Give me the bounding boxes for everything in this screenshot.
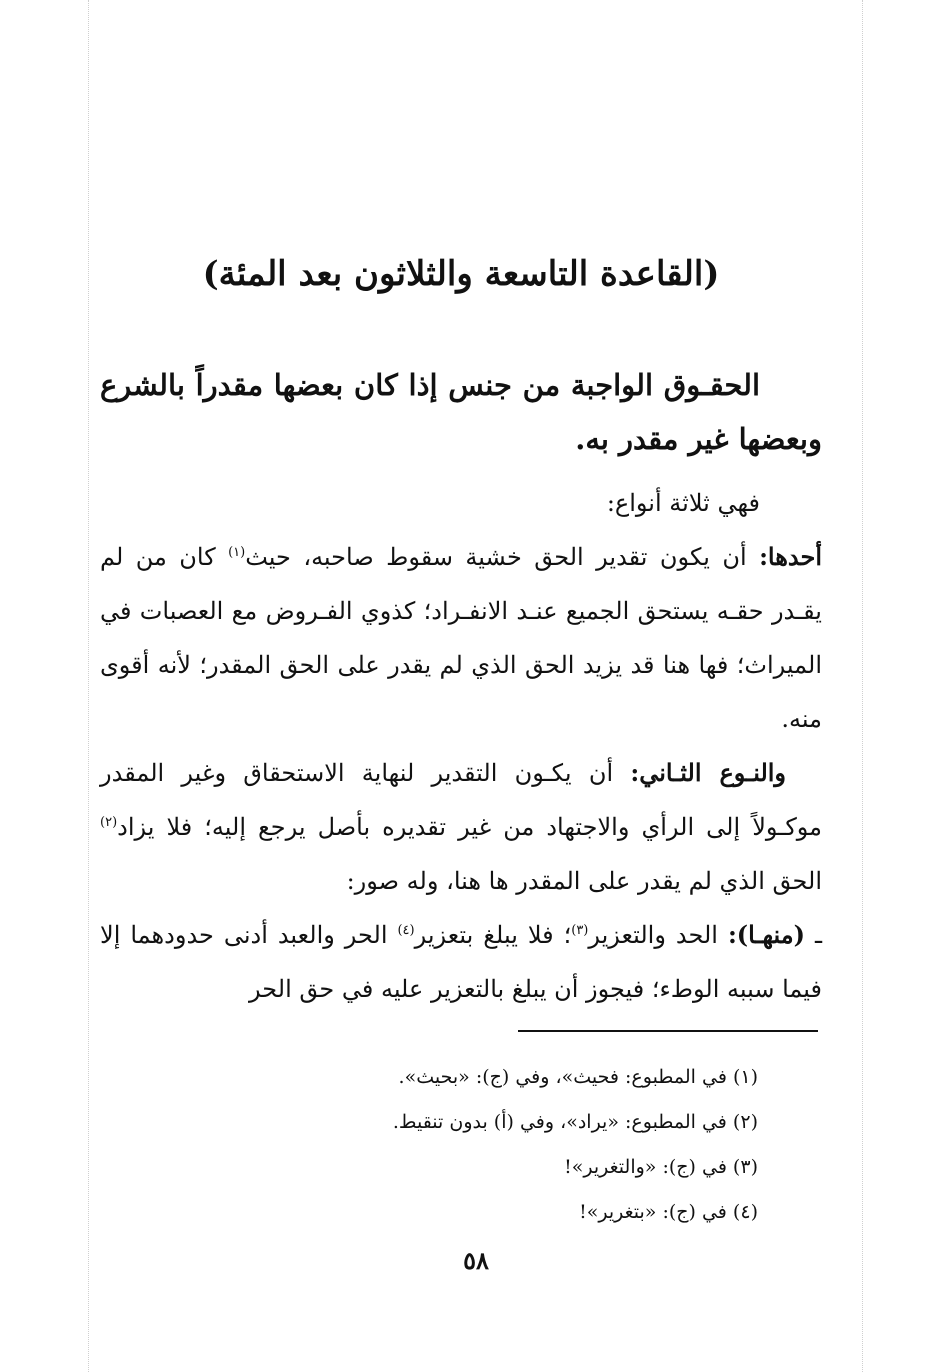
margin-guide-right xyxy=(862,0,863,1372)
paragraph-type-one xyxy=(100,530,822,746)
footnotes-list xyxy=(300,1055,758,1235)
paragraph-text: أن يكـون التقدير لنهاية الاستحقاق وغير المقدر موكـولاً إلى الرأي والاجتهاد من غير تقديره بأصل يرجع إليه؛ فلا يزاد xyxy=(100,759,822,841)
paragraph-type-two xyxy=(100,746,822,908)
footnote-marker: (١) xyxy=(228,545,246,560)
paragraph-text: كان من لم يقـدر حقـه يستحق الجميع عنـد الانفـراد؛ كذوي الفـروض مع العصبات في الميراث؛ فها هنا قد يزيد الحق الذي لم يقدر على الحق المقدر؛ لأنه أقوى منه. xyxy=(100,543,822,733)
paragraph-text: الحر والعبد أدنى حدودهما إلا فيما سببه الوطء؛ فيجوز أن يبلغ بالتعزير عليه في حق الحر xyxy=(100,921,822,1003)
paragraph-text: ؛ فلا يبلغ بتعزير xyxy=(414,921,572,949)
footnote-item: (٤) في (ج): «بتغرير»! xyxy=(579,1201,758,1223)
footnote-marker: (٢) xyxy=(100,815,118,830)
rule-statement: الحقـوق الواجبة من جنس إذا كان بعضها مقدراً بالشرع وبعضها غير مقدر به. xyxy=(100,368,822,456)
rule-title: (القاعدة التاسعة والثلاثون بعد المئة) xyxy=(202,254,720,294)
intro-line: فهي ثلاثة أنواع: xyxy=(606,489,760,517)
footnote-marker: (٣) xyxy=(571,923,589,938)
paragraph-lead: أحدها: xyxy=(759,542,822,571)
footnote-divider xyxy=(518,1030,818,1032)
paragraph-example-one xyxy=(100,908,822,1016)
paragraph-text: الحق الذي لم يقدر على المقدر ها هنا، وله صور: xyxy=(346,867,822,895)
paragraph-lead: (منهـا): xyxy=(727,920,806,949)
item-dash: ـ xyxy=(805,921,823,949)
paragraph-text: الحد والتعزير xyxy=(588,921,728,949)
paragraph-lead: والنـوع الثـاني: xyxy=(630,758,787,787)
margin-guide-left xyxy=(88,0,89,1372)
footnote-item: (١) في المطبوع: فحيث»، وفي (ج): «بحيث». xyxy=(398,1066,758,1088)
footnote-item: (٢) في المطبوع: «يراد»، وفي (أ) بدون تنقيط. xyxy=(392,1111,758,1133)
page-number: ٥٨ xyxy=(463,1246,489,1275)
paragraph-text: أن يكون تقدير الحق خشية سقوط صاحبه، حيث xyxy=(245,543,760,571)
footnote-marker: (٤) xyxy=(397,923,415,938)
footnote-item: (٣) في (ج): «والتغرير»! xyxy=(564,1156,758,1178)
